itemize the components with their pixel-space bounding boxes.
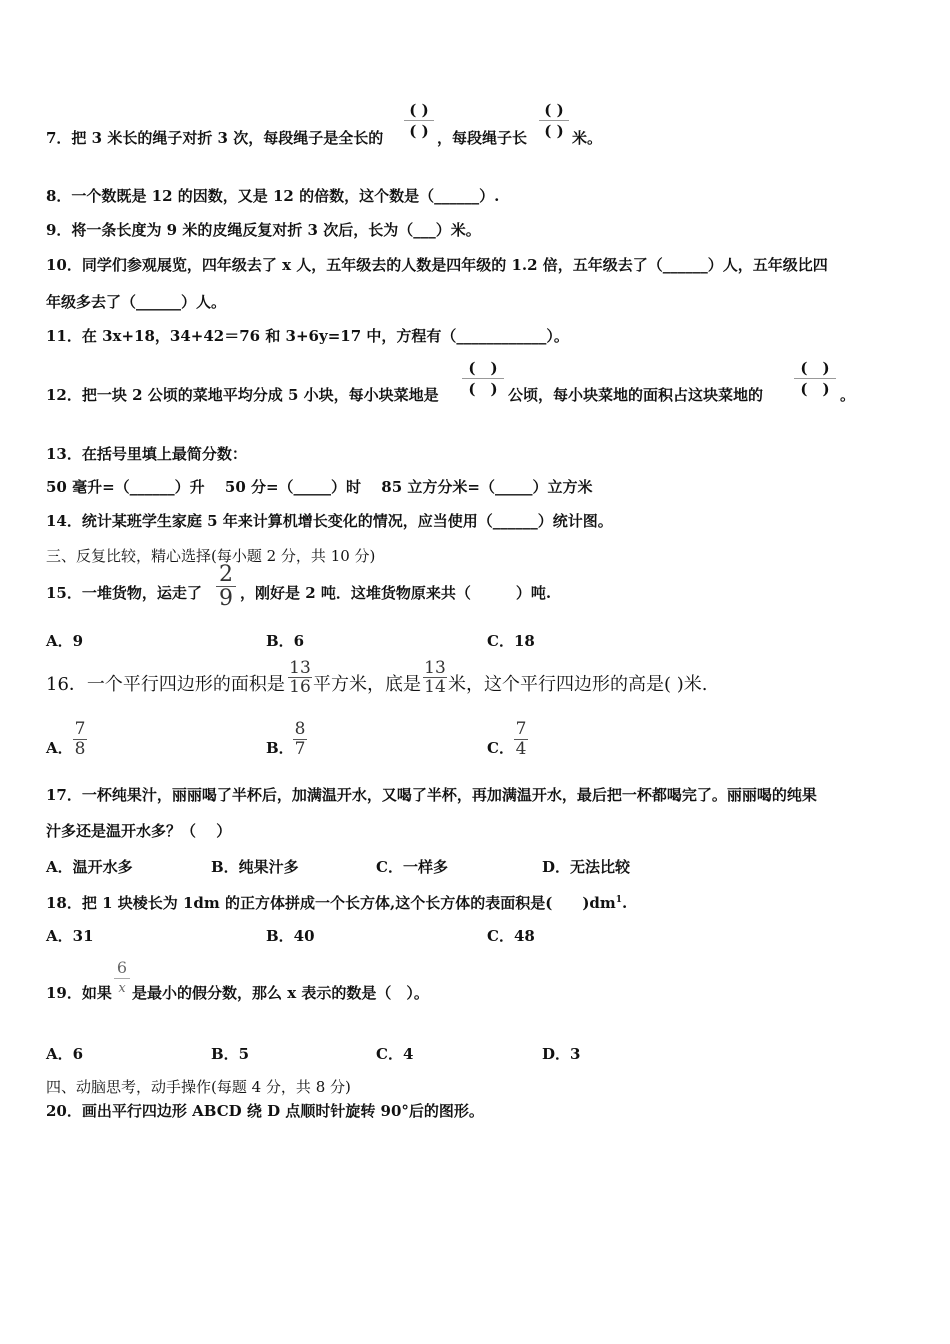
q15-fraction: 2 9 xyxy=(216,563,236,610)
q20: 20．画出平行四边形 ABCD 绕 D 点顺时针旋转 90°后的图形。 xyxy=(46,1102,484,1120)
q14: 14．统计某班学生家庭 5 年来计算机增长变化的情况，应当使用（______）统计图。 xyxy=(46,512,613,530)
q18-option-c[interactable]: C．48 xyxy=(487,927,535,945)
q12-end: 。 xyxy=(840,386,856,404)
section-4-heading: 四、动脑思考，动手操作(每题 4 分，共 8 分) xyxy=(46,1078,351,1096)
q19-option-a[interactable]: A．6 xyxy=(46,1045,84,1063)
q13-stem: 13．在括号里填上最简分数： xyxy=(46,445,247,463)
q19-option-c[interactable]: C．4 xyxy=(376,1045,414,1063)
q18-option-a[interactable]: A．31 xyxy=(46,927,94,945)
q8: 8．一个数既是 12 的因数，又是 12 的倍数，这个数是（______）. xyxy=(46,187,500,205)
q7-fraction-1: ( ) ( ) xyxy=(404,101,434,140)
q17-line2: 汁多还是温开水多？（ ） xyxy=(46,822,232,840)
q11: 11．在 3x+18，34+42＝76 和 3+6y=17 中，方程有（____________）。 xyxy=(46,327,569,345)
q16-end: 米，这个平行四边形的高是( )米. xyxy=(448,674,708,695)
q7-mid: ，每段绳子长 xyxy=(437,129,528,147)
q16-option-a[interactable]: A． xyxy=(46,739,73,757)
q17-option-c[interactable]: C．一样多 xyxy=(376,858,448,876)
section-3-heading: 三、反复比较，精心选择(每小题 2 分，共 10 分) xyxy=(46,547,376,565)
q7: 7．把 3 米长的绳子对折 3 次，每段绳子是全长的 xyxy=(46,129,384,147)
q17-option-b[interactable]: B．纯果汁多 xyxy=(211,858,299,876)
q15-option-b[interactable]: B．6 xyxy=(266,632,305,650)
q18-option-b[interactable]: B．40 xyxy=(266,927,315,945)
q19: 19．如果 xyxy=(46,984,112,1002)
q16-fraction-area: 13 16 xyxy=(289,658,311,697)
q19-option-d[interactable]: D．3 xyxy=(542,1045,581,1063)
q15-rest: ，刚好是 2 吨．这堆货物原来共（ ）吨. xyxy=(240,584,552,602)
q19-rest: 是最小的假分数，那么 x 表示的数是（ ）。 xyxy=(132,984,429,1002)
q19-fraction: 6 x xyxy=(114,958,130,999)
q9: 9．将一条长度为 9 米的皮绳反复对折 3 次后，长为（___）米。 xyxy=(46,221,481,239)
q16-fraction-base: 13 14 xyxy=(424,658,446,697)
q12-fraction-1: ( ) ( ) xyxy=(462,359,504,398)
q16: 16．一个平行四边形的面积是 xyxy=(46,674,285,695)
q17-line1: 17．一杯纯果汁，丽丽喝了半杯后，加满温开水，又喝了半杯，再加满温开水，最后把一杯都喝完了。丽丽喝的纯果 xyxy=(46,786,817,804)
q10-line2: 年级多去了（______）人。 xyxy=(46,293,227,311)
q16-option-a-fraction: 7 8 xyxy=(74,719,86,759)
q17-option-d[interactable]: D．无法比较 xyxy=(542,858,631,876)
q16-option-c-fraction: 7 4 xyxy=(515,719,527,759)
q15-option-c[interactable]: C．18 xyxy=(487,632,535,650)
q18: 18．把 1 块棱长为 1dm 的正方体拼成一个长方体,这个长方体的表面积是( )$dm^1$. xyxy=(46,894,628,912)
q16-option-c[interactable]: C． xyxy=(487,739,514,757)
q19-option-b[interactable]: B．5 xyxy=(211,1045,250,1063)
q7-end: 米。 xyxy=(572,129,603,147)
q16-option-b[interactable]: B． xyxy=(266,739,294,757)
q10-line1: 10．同学们参观展览，四年级去了 x 人，五年级去的人数是四年级的 1.2 倍，五年级去了（______）人，五年级比四 xyxy=(46,256,828,274)
q16-mid: 平方米，底是 xyxy=(313,674,421,695)
q12-fraction-2: ( ) ( ) xyxy=(794,359,836,398)
q12-mid: 公顷，每小块菜地的面积占这块菜地的 xyxy=(508,386,764,404)
q7-fraction-2: ( ) ( ) xyxy=(539,101,569,140)
q15: 15．一堆货物，运走了 xyxy=(46,584,202,602)
q13-items: 50 毫升=（______）升 50 分=（_____）时 85 立方分米=（_____）立方米 xyxy=(46,478,593,496)
q12: 12．把一块 2 公顷的菜地平均分成 5 小块，每小块菜地是 xyxy=(46,386,439,404)
q16-option-b-fraction: 8 7 xyxy=(294,719,306,759)
q17-option-a[interactable]: A．温开水多 xyxy=(46,858,133,876)
q15-option-a[interactable]: A．9 xyxy=(46,632,84,650)
